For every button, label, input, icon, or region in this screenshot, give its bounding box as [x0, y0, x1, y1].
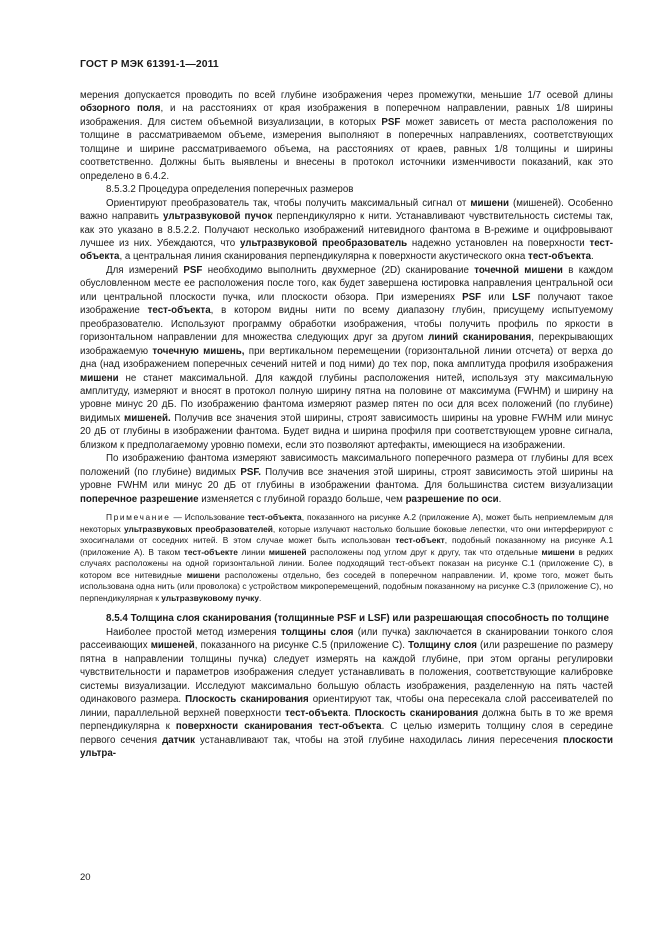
bold-term: поперечное разрешение: [80, 493, 199, 505]
bold-term: тест-объекта: [528, 251, 592, 263]
bold-term: Плоскость сканирования: [354, 707, 479, 719]
bold-term: тест-объекта: [147, 305, 211, 317]
paragraph: Ориентируют преобразователь так, чтобы получить максимальный сигнал от мишени (мишеней). Особенно важно направить ультразвуковой пучок перпендикулярно к нити. Устанавливают чувствительность системы так, как это указано в 8.5.2.2. Получают несколько изображений нитевидного фантома в В-режиме и оцифровывают лучшее из них. Убеждаются, что ультразвуковой преобразователь надежно установлен на поверхности тест-объекта, а центральная линия сканирования перпендикулярна к поверхности акустического окна тест-объекта.: [80, 197, 613, 263]
bold-term: Плоскость сканирования: [185, 694, 309, 706]
bold-term: PSF: [183, 264, 203, 276]
note: [80, 512, 613, 604]
bold-term: тест-объекта: [80, 237, 613, 263]
bold-term: мишеней: [150, 640, 195, 652]
bold-term: PSF.: [240, 466, 261, 478]
paragraph: Для измерений PSF необходимо выполнить двухмерное (2D) сканирование точечной мишени в каждом обусловленном месте ее расположения после того, как будет завершена юстировка направления центральной оси или центральной плоскости пучка, или плоскости обзора. При измерениях PSF или LSF получают такое изображение тест-объекта, в котором видны нити по всему диапазону глубин, присущему испытуемому преобразователю. Используют программу обработки изображения, чтобы получить профиль по яркости в горизонтальном направлении для множества следующих друг за другом линий сканирования, перекрывающих изображаемую точечную мишень, при вертикальном перемещении (горизонтальной линии отсчета) от верха до дна (над изображением поперечных сечений нитей и под ними) до тех пор, пока амплитуда профиля изображения мишени не станет максимальной. Для каждой глубины расположения нитей, используя эту максимальную амплитуду, измеряют и вносят в протокол полную ширину пятна на половине от максимума (FWHM) и ширину на уровне минус 20 дБ. По изображению фантома измеряют размер пятен по оси для всех положений (по глубине) видимых мишеней. Получив все значения этой ширины, строят зависимость ширины на уровне FWHM или минус 20 дБ от глубины в изображении фантома. Будет видна и ширина профиля при соответствующем уровне сигнала, близком к предполагаемому уровню помехи, если это позволяют артефакты, имеющиеся на изображении.: [80, 264, 614, 451]
paragraph: По изображению фантома измеряют зависимость максимального поперечного размера от глубины для всех положений (по глубине) видимых PSF. Получив все значения этой ширины, строят зависимость этой ширины на уровне FWHM или минус 20 дБ от глубины в изображении фантома. Для большинства систем визуализации поперечное разрешение изменяется с глубиной гораздо больше, чем разрешение по оси.: [80, 453, 613, 505]
note-text: — Использование тест-объекта, показанного на рисунке А.2 (приложение А), может быть неприемлемым для некоторых ультразвуковых преобразователей, которые излучают настолько большие боковые лепестки, что они интерферируют с эхосигналами от соседних нитей. В этом случае может быть использован тест-объект, подобный показанному на рисунке А.1 (приложение А). В таком тест-объекте линии мишеней расположены под углом друг к другу, так что отдельные мишени в редких случаях расположены на одной горизонтальной линии. Более подходящий тест-объект показан на рисунке С.1 (приложение С), в котором все нитевидные мишени расположены отдельно, без соседей в поперечном направлении. И, кроме того, может быть использована одна нить (или проволока) с устройством микроперемещений, подобным показанному на рисунке С.3 (приложение С), но перпендикулярная к ультразвуковому пучку.: [80, 512, 614, 603]
subsection-title: 8.5.3.2 Процедура определения поперечных размеров: [106, 184, 354, 196]
bold-term: поверхности сканирования тест-объекта: [175, 721, 382, 733]
bold-term: ультразвуковых преобразователей: [124, 523, 273, 534]
bold-term: ультразвуковой пучок: [163, 211, 273, 223]
bold-term: датчик: [162, 734, 195, 746]
section-heading: 8.5.4 Толщина слоя сканирования (толщинные PSF и LSF) или разрешающая способность по толщине: [106, 613, 609, 625]
bold-term: Толщину слоя: [408, 640, 477, 652]
bold-term: линий сканирования: [428, 332, 532, 344]
bold-term: тест-объекта: [285, 707, 348, 719]
page-number: 20: [80, 872, 91, 883]
paragraph: мерения допускается проводить по всей глубине изображения через промежутки, меньшие 1/7 осевой длины обзорного поля, и на расстояниях от края изображения в поперечном направлении, равных 1/8 ширины изображения. Для систем объемной визуализации, в которых PSF может зависеть от места расположения по толщине в рассматриваемом объеме, измерения выполняют в поперечных направлениях, соответствующих толщине и ширине рассматриваемого объема, на расстояниях от краев, равных 1/8 толщины и ширины соответственно. Должны быть выявлены и внесены в протокол источники изменчивости показаний, как это определено в 6.4.2.: [80, 90, 613, 182]
bold-term: мишени: [80, 372, 119, 384]
bold-term: мишеней.: [123, 412, 171, 424]
bold-term: плоскости ультра-: [80, 734, 613, 759]
bold-term: ультразвуковому пучку: [161, 592, 259, 603]
page-body: [80, 89, 613, 760]
bold-term: PSF: [381, 116, 401, 128]
paragraph: Наиболее простой метод измерения толщины слоя (или пучка) заключается в сканировании тонкого слоя рассеивающих мишеней, показанного на рисунке С.5 (приложение С). Толщину слоя (или разрешение по размеру пятна в направлении толщины пучка) следует измерять на каждой глубине, при этом органы регулировки чувствительности и параметров изображения следует устанавливать в положения, соответствующие калибровке системы визуализации. Исследуют максимально большую область изображения, разделенную на пять частей одинакового размера. Плоскость сканирования ориентируют так, чтобы она пересекала слой рассеивателей по линии, параллельной верхней поверхности тест-объекта. Плоскость сканирования должна быть в то же время перпендикулярна к поверхности сканирования тест-объекта. С целью измерить толщину слоя в середине первого сечения датчик устанавливают так, чтобы на этой глубине находилась линия пересечения плоскости ультра-: [80, 626, 614, 759]
running-header: ГОСТ Р МЭК 61391-1—2011: [80, 59, 219, 70]
bold-term: тест-объект: [395, 535, 445, 546]
bold-term: мишени: [541, 546, 575, 557]
bold-term: тест-объекте: [183, 546, 238, 557]
bold-term: мишени: [470, 197, 509, 209]
note-label: Примечание: [106, 512, 171, 523]
bold-term: тест-объекта: [247, 512, 302, 523]
bold-term: мишеней: [268, 546, 307, 557]
bold-term: точечную мишень,: [152, 345, 245, 357]
bold-term: мишени: [186, 569, 220, 580]
bold-term: точечной мишени: [474, 264, 563, 276]
bold-term: PSF: [462, 291, 482, 303]
bold-term: обзорного поля: [80, 103, 161, 115]
bold-term: толщины слоя: [281, 626, 354, 638]
bold-term: разрешение по оси: [405, 493, 499, 505]
bold-term: LSF: [512, 291, 531, 303]
bold-term: ультразвуковой преобразователь: [239, 237, 408, 249]
